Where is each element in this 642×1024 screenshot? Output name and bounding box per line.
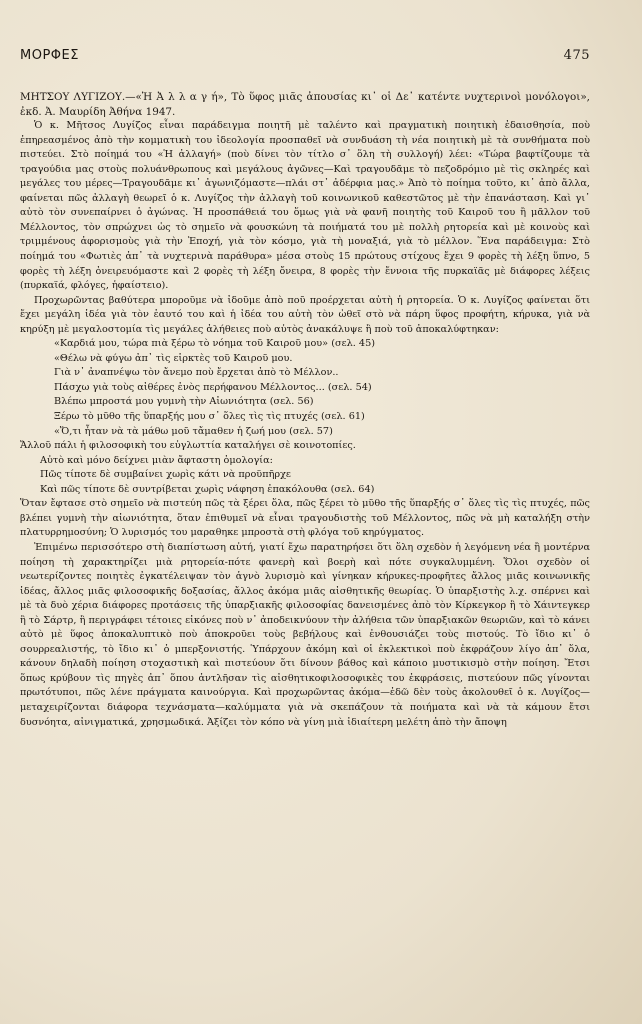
paragraph-3: Ἄλλοῦ πάλι ἡ φιλοσοφικὴ του εὐγλωττία καταλήγει σὲ κοινοτοπίες. <box>20 440 356 452</box>
paragraph-1: Ὁ κ. Μῆτσος Λυγίζος εἶναι παράδειγμα ποιητῆ μὲ ταλέντο καὶ πραγματικὴ ποιητικὴ ἐδαισθησία, ποὺ ἐπηρεασμένος ἀπὸ τὴν κομματικὴ του ἰδεολογία προσπαθεῖ νὰ συνδυάση τὴ νέα ποιητικὴ μὲ τὰ συνθήματα ποὺ πιστεύει. Στὸ ποίημά του «Ἡ ἀλλαγή» (ποὺ δίνει τὸν τίτλο σ᾽ ὅλη τὴ συλλογή) λέει: «Τώρα βαφτίζουμε τὰ τραγούδια μας στοὺς πολυάνθρωπους καὶ μεγάλους ἀγῶνες—Καὶ τραγουδᾶμε τὸ πεζοδρόμιο μὲ τὶς σκληρές καὶ μεγάλες του μέρες—Τραγουδᾶμε κι᾽ ἀγωνιζόμαστε—πλάι στ᾽ ἀδέρφια μας.» Ἀπὸ τὸ ποίημα τοῦτο, κι᾽ ἀπὸ ἄλλα, φαίνεται πῶς ἀλλαγὴ θεωρεῖ ὁ κ. Λυγίζος τὴν ἀλλαγὴ τοῦ κοινωνικοῦ καθεστῶτος μὲ τὴν ἐπανάσταση. Καὶ γι᾽ αὐτὸ τὸν συνεπαίρνει ὁ ἀγώνας. Ἡ προσπάθειά του ὅμως γιὰ νὰ φανῆ ποιητὴς τοῦ Καιροῦ του ἢ μᾶλλον τοῦ Μέλλοντος, τὸν σπρώχνει ὡς τὸ σημεῖο νὰ φουσκώνη τὰ ποιήματά του μὲ πολλὴ ρητορεία καὶ μὲ κοινοὺς καὶ τριμμένους ἀφορισμοὺς γιὰ τὴν Ἐποχή, γιὰ τὸν κόσμο, γιὰ τὴ μοναξιά, γιὰ τὸ μέλλον. Ἕνα παράδειγμα: Στὸ ποίημά του «Φωτιὲς ἀπ᾽ τὰ νυχτερινὰ παράθυρα» μέσα στοὺς 15 πρώτους στίχους ἔχει 9 φορὲς τὴ λέξη ὕπνο, 5 φορὲς τὴ λέξη ὀνειρευόμαστε καὶ 2 φορὲς τὴ λέξη ὄνειρα, 8 φορὲς τὴν ἔννοια τῆς πυρκαϊᾶς μὲ διάφορες λέξεις (πυρκαϊά, φλόγες, ἡφαίστειο). <box>20 120 590 292</box>
quote-block <box>20 337 590 439</box>
running-header <box>20 48 590 68</box>
quote-line: Πάσχω γιὰ τοὺς αἰθέρες ἑνὸς περήφανου Μέλλοντος... (σελ. 54) <box>54 381 372 393</box>
paragraph-5: Ἐπιμένω περισσότερο στὴ διαπίστωση αὐτή, γιατί ἔχω παρατηρήσει ὅτι ὅλη σχεδὸν ἡ λεγόμενη νέα ἢ μοντέρνα ποίηση τὴ χαρακτηρίζει μιὰ ρητορεία-πότε φανερὴ καὶ βοερὴ καὶ πότε συγκαλυμμένη. Ὅλοι σχεδὸν οἱ νεωτερίζοντες ποιητὲς ἐγκατέλειψαν τὸν ἁγνὸ λυρισμὸ καὶ γίνηκαν κήρυκες-προφῆτες ἄλλος μιᾶς κοινωνικῆς ἰδέας, ἄλλος μιᾶς φιλοσοφικῆς δοξασίας, ἄλλος ἀκόμα μιᾶς αἰσθητικῆς θεωρίας. Ὁ ὑπαρξιστὴς λ.χ. σπέρνει καὶ μὲ τὰ δυὸ χέρια διάφορες προτάσεις τῆς ὑπαρξιακῆς φιλοσοφίας δανεισμένες ἀπὸ τὸν Κίρκεγκορ ἢ τὸ Χάιντεγκερ ἢ τὸ Σάρτρ, ἢ περιγράφει τέτοιες εἰκόνες ποὺ ν᾽ ἀποδεικνύουν τὴν ἀλήθεια τῶν ὑπαρξιακῶν θεωριῶν, καὶ τὸ κάνει αὐτὸ μὲ ὕφος ἀποκαλυπτικὸ ποὺ ἀποκροῦει τοὺς βεβήλους καὶ ἐνθουσιάζει τοὺς πιστούς. Τὸ ἴδιο κι᾽ ὁ σουρρεαλιστής, τὸ ἴδιο κι᾽ ὁ μπερξονιστής. Ὑπάρχουν ἀκόμη καὶ οἱ ἐκλεκτικοὶ ποὺ ἐκφράζουν λίγο ἀπ᾽ ὅλα, κάνουν δηλαδὴ ποίηση στοχαστικὴ καὶ πιστεύουν ὅτι δίνουν βάθος καὶ κάποιο μυστικισμὸ στὴν ποίηση. Ἔτσι ὅπως κρύβουν τὶς πηγὲς ἀπ᾽ ὅπου ἀντλῆσαν τὶς αἰσθητικοφιλοσοφικὲς του ἐκφράσεις, πιστεύουν πῶς γίνονται πρωτότυποι, πῶς λένε πράγματα καινούργια. Καὶ προχωρῶντας ἀκόμα—ἐδῶ δὲν τοὺς ἀκολουθεῖ ὁ κ. Λυγίζος—μεταχειρίζονται διάφορα τεχνάσματα—καλύμματα γιὰ νὰ σκεπάζουν τὰ ποιήματα καὶ νὰ τὰ κάμουν ἔτσι δυσνόητα, αἰνιγματικά, χρησμωδικά. Ἀξίζει τὸν κόπο νὰ γίνη μιὰ ἰδιαίτερη μελέτη ἀπὸ τὴν ἄποψη <box>20 541 590 728</box>
quote-line: Καὶ πῶς τίποτε δὲ συντρίβεται χωρὶς νάφηση ἐπακόλουθα (σελ. 64) <box>40 483 375 495</box>
quote-line: «Θέλω νὰ φύγω ἀπ᾽ τὶς εἱρκτὲς τοῦ Καιροῦ μου. <box>54 352 293 364</box>
review-heading: ΜΗΤΣΟΥ ΛΥΓΙΖΟΥ.—«Ἡ Ἀ λ λ α γ ή», Τὸ ὕφος μιᾶς ἀπουσίας κι᾽ οἱ Δε᾽ κατέντε νυχτερινοὶ μονόλογοι», ἐκδ. Ἀ. Μαυρίδη Ἀθήνα 1947. <box>20 91 590 118</box>
paragraph-4: Ὅταν ἔφτασε στὸ σημεῖο νὰ πιστεύη πῶς τὰ ξέρει ὅλα, πῶς ξέρει τὸ μῦθο τῆς ὕπαρξής σ᾽ ὅλες τὶς τὶς πτυχές, πῶς βλέπει γυμνὴ τὴν αἰωνιότητα, ὅταν ἐπιθυμεῖ νὰ εἶναι τραγουδιστὴς τοῦ Μέλλοντος, πῶς νὰ μὴ καταλήξη στὴν πλατυρρημοσύνη; Ὁ λυρισμός του μαραθηκε μπροστὰ στὴ φλόγα τοῦ κηρύγματος. <box>20 498 590 539</box>
article-body <box>20 90 590 730</box>
journal-title: ΜΟΡΦΕΣ <box>20 48 79 63</box>
quote-line: Βλέπω μπροστά μου γυμνὴ τὴν Αἰωνιότητα (σελ. 56) <box>54 396 314 408</box>
quote-line: «Ὅ,τι ἦταν νὰ τὰ μάθω μοῦ τἄμαθεν ἡ ζωή μου (σελ. 57) <box>54 425 333 437</box>
quote-line: Πῶς τίποτε δὲ συμβαίνει χωρὶς κάτι νὰ προϋπῆρχε <box>40 469 291 481</box>
page-number: 475 <box>563 48 590 63</box>
quote-block-2 <box>20 454 590 498</box>
paragraph-2: Προχωρῶντας βαθύτερα μποροῦμε νὰ ἰδοῦμε ἀπὸ ποῦ προέρχεται αὐτὴ ἡ ρητορεία. Ὁ κ. Λυγίζος φαίνεται ὅτι ἔχει μεγάλη ἰδέα γιὰ τὸν ἑαυτό του καὶ ἡ ἰδέα του αὐτὴ τὸν ὠθεῖ στὸ νὰ πάρη ὕφος προφήτη, κήρυκα, γιὰ νὰ κηρύξη μὲ μεγαλοστομία τὶς μεγάλες ἀλήθειες ποὺ αὐτὸς ἀνακάλυψε ἢ ποὺ τοῦ ἀποκαλύφτηκαν: <box>20 294 590 335</box>
quote-line: Ξέρω τὸ μῦθο τῆς ὕπαρξής μου σ᾽ ὅλες τὶς τὶς πτυχές (σελ. 61) <box>54 411 365 423</box>
quote-line: Αὐτὸ καὶ μόνο δείχνει μιὰν ἄφταστη ὁμολογία: <box>40 454 273 466</box>
quote-line: Γιὰ ν᾽ ἀναπνέψω τὸν ἄνεμο ποὺ ἔρχεται ἀπὸ τὸ Μέλλον.. <box>54 367 339 379</box>
quote-line: «Καρδιά μου, τώρα πιὰ ξέρω τὸ νόημα τοῦ Καιροῦ μου» (σελ. 45) <box>54 338 376 350</box>
